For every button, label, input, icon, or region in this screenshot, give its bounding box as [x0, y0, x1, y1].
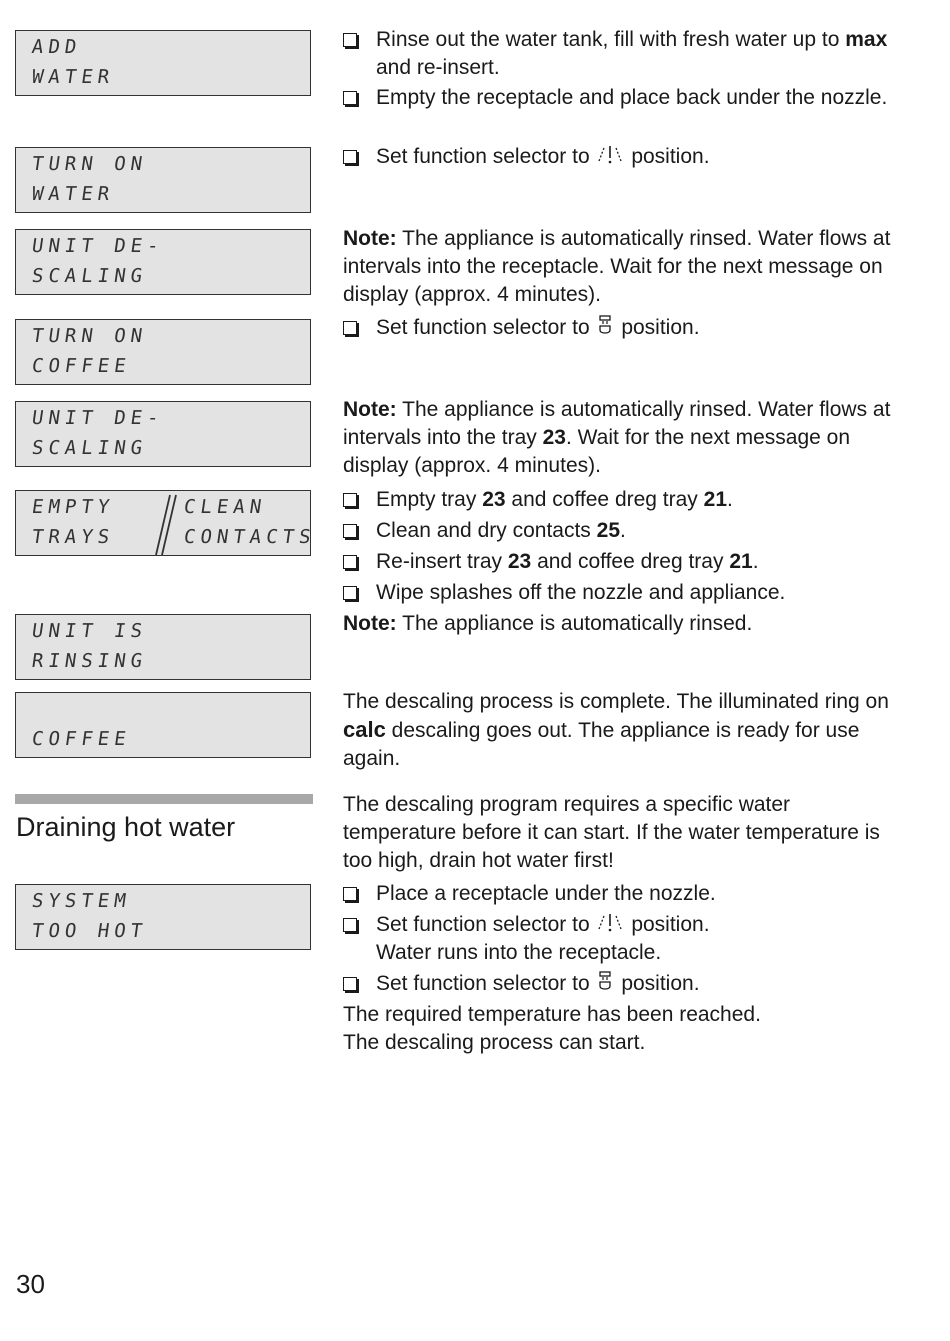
checkbox-icon	[343, 555, 357, 569]
display-line-2: SCALING	[30, 265, 149, 287]
checkbox-icon	[343, 91, 357, 105]
step-reinsert-tray: Re-insert tray 23 and coffee dreg tray 21.	[343, 548, 903, 576]
page-number: 30	[16, 1269, 45, 1299]
display-turn-on-water	[15, 147, 311, 213]
coffee-cup-symbol-icon	[595, 314, 615, 336]
display-line-1: SYSTEM	[30, 890, 133, 912]
display-turn-on-coffee	[15, 319, 311, 385]
step-set-selector-coffee: Set function selector to position.	[343, 314, 903, 342]
checkbox-icon	[343, 493, 357, 507]
alternating-slash-icon	[150, 493, 178, 557]
checkbox-icon	[343, 918, 357, 932]
step-set-selector-coffee-2: Set function selector to position.	[343, 970, 903, 998]
display-unit-descaling-2	[15, 401, 311, 467]
display-right-line-1: CLEAN	[182, 496, 268, 518]
note-3: Note: The appliance is automatically rinsed.	[343, 612, 753, 635]
display-line-2: SCALING	[30, 437, 149, 459]
display-line-2: WATER	[30, 183, 116, 205]
checkbox-icon	[343, 586, 357, 600]
note-1: Note: The appliance is automatically rinsed. Water flows at intervals into the receptacle. Wait for the next message on display (approx. 4 minutes).	[343, 227, 891, 306]
display-line-1: UNIT IS	[30, 620, 149, 642]
drain-intro-text: The descaling program requires a specific water temperature before it can start. If the water temperature is too high, drain hot water first!	[343, 793, 880, 872]
display-add-water	[15, 30, 311, 96]
calc-label: calc	[343, 717, 386, 742]
display-line-1: UNIT DE-	[30, 235, 166, 257]
section-heading: Draining hot water	[16, 812, 236, 842]
display-line-1: ADD	[30, 36, 83, 58]
checkbox-icon	[343, 33, 357, 47]
step-empty-receptacle: Empty the receptacle and place back under the nozzle.	[343, 84, 903, 112]
hot-water-symbol-icon	[595, 143, 625, 165]
display-line-2: COFFEE	[30, 728, 133, 750]
display-unit-descaling	[15, 229, 311, 295]
display-line-2: WATER	[30, 66, 116, 88]
final-text: The required temperature has been reached. The descaling process can start.	[343, 1003, 761, 1054]
display-line-1: TURN ON	[30, 325, 149, 347]
display-unit-is-rinsing	[15, 614, 311, 680]
step-rinse-tank: Rinse out the water tank, fill with fresh water up to max and re-insert.	[343, 26, 903, 82]
display-empty-trays-clean-contacts	[15, 490, 318, 556]
display-line-1: TURN ON	[30, 153, 149, 175]
descaling-complete-text: The descaling process is complete. The illuminated ring on calc descaling goes out. The appliance is ready for use again.	[343, 690, 889, 770]
step-empty-trays: Empty tray 23 and coffee dreg tray 21.	[343, 486, 903, 514]
display-coffee	[15, 692, 311, 758]
display-line-2: TOO HOT	[30, 920, 149, 942]
display-system-too-hot	[15, 884, 311, 950]
display-line-2: RINSING	[30, 650, 149, 672]
step-place-receptacle: Place a receptacle under the nozzle.	[343, 880, 903, 908]
checkbox-icon	[343, 977, 357, 991]
display-line-1: UNIT DE-	[30, 407, 166, 429]
checkbox-icon	[343, 321, 357, 335]
step-set-selector-water-2: Set function selector to position. Water runs into the receptacle.	[343, 911, 903, 967]
display-right-line-2: CONTACTS	[182, 526, 318, 548]
step-wipe-splashes: Wipe splashes off the nozzle and appliance.	[343, 579, 903, 607]
checkbox-icon	[343, 150, 357, 164]
section-divider-bar	[15, 794, 313, 804]
hot-water-symbol-icon	[595, 911, 625, 933]
coffee-cup-symbol-icon	[595, 970, 615, 992]
step-clean-contacts: Clean and dry contacts 25.	[343, 517, 903, 545]
display-line-1: EMPTY	[30, 496, 116, 518]
display-line-2: TRAYS	[30, 526, 116, 548]
checkbox-icon	[343, 524, 357, 538]
step-set-selector-water: Set function selector to position.	[343, 143, 903, 171]
display-line-2: COFFEE	[30, 355, 133, 377]
note-2: Note: The appliance is automatically rinsed. Water flows at intervals into the tray 23. Wait for the next message on display (approx. 4 minutes).	[343, 398, 891, 477]
checkbox-icon	[343, 887, 357, 901]
